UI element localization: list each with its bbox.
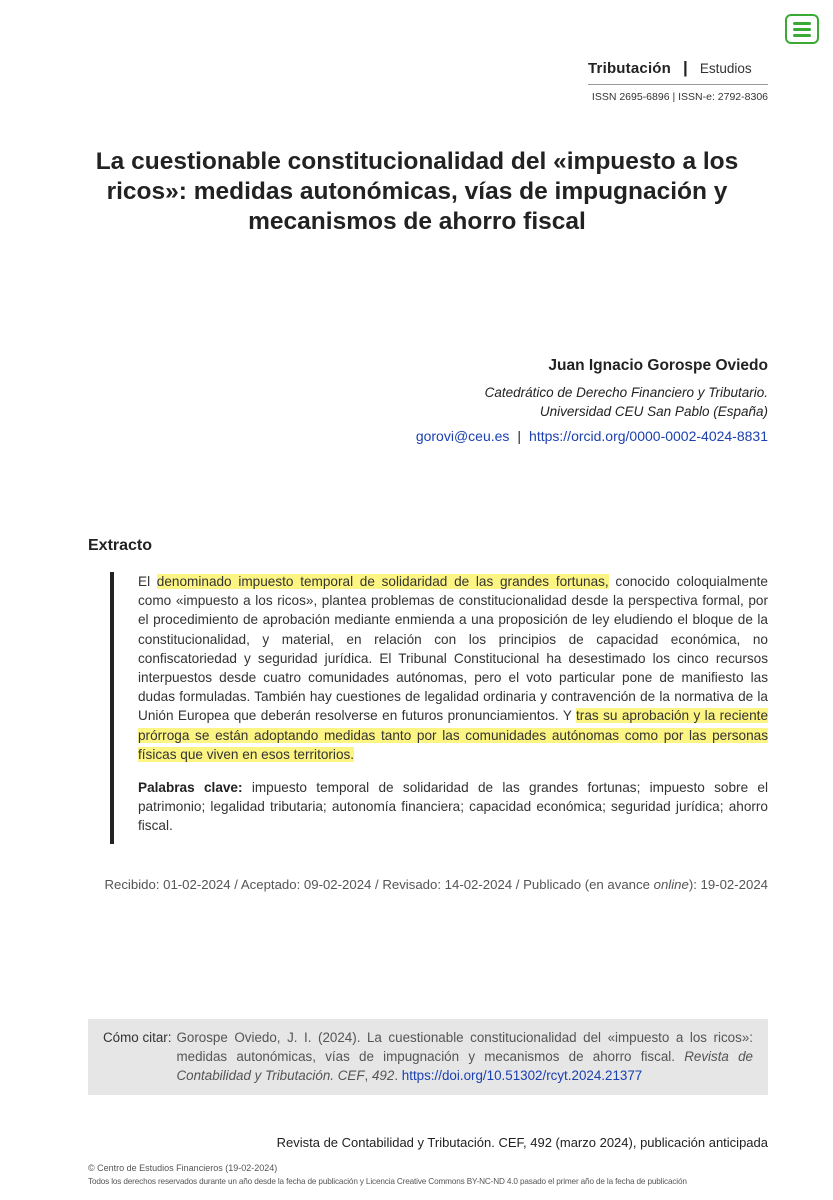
- copyright: © Centro de Estudios Financieros (19-02-2024): [88, 1163, 278, 1173]
- email-link[interactable]: gorovi@ceu.es: [415, 428, 510, 444]
- dates-online: online: [653, 877, 689, 892]
- doi-link[interactable]: https://doi.org/10.51302/rcyt.2024.21377: [401, 1068, 643, 1083]
- abstract-part: El: [138, 574, 157, 589]
- journal-header: [588, 58, 768, 103]
- citation-label: Cómo citar:: [103, 1030, 172, 1045]
- header-rule: [588, 84, 768, 85]
- menu-line-middle: [793, 28, 811, 31]
- citation-part: .: [394, 1068, 402, 1083]
- keywords-text: impuesto temporal de solidaridad de las grandes fortunas; impuesto sobre el patrimonio; legalidad tributaria; autonomía financiera; capacidad económica; seguridad jurídica; ahorro fiscal.: [138, 780, 769, 834]
- abstract-highlight: tras su aprobación y la reciente prórroga se están adoptando medidas tanto por las comunidades autónomas como por las personas físicas que viven en esos territorios.: [138, 708, 769, 762]
- author-affiliation: [416, 383, 768, 421]
- author-institution: Universidad CEU San Pablo (España): [539, 404, 768, 419]
- abstract-text: [138, 572, 768, 764]
- menu-line-top: [793, 22, 811, 25]
- citation-journal: Revista de Contabilidad y Tributación. CEF: [176, 1049, 754, 1083]
- citation-part: ,: [364, 1068, 372, 1083]
- dates-part: ): 19-02-2024: [688, 877, 768, 892]
- abstract-part: conocido coloquialmente como «impuesto a los ricos», plantea problemas de constitucionalidad desde la perspectiva formal, por el procedimiento de aprobación mediante enmienda a una proposición de ley eludiendo el bloque de la constitucionalidad, y material, en relación con los principios de capacidad económica, no confiscatoriedad y seguridad jurídica. El Tribunal Constitucional ha desestimado los cinco recursos interpuestos desde cuatro comunidades autónomas, pero el voto particular pone de manifiesto las dudas formuladas. También hay cuestiones de legalidad ordinaria y contravención de la normativa de la Unión Europea que deberán resolverse en futuros pronunciamientos. Y: [138, 574, 768, 724]
- citation-box: [88, 1019, 768, 1095]
- footer-journal-issue: Revista de Contabilidad y Tributación. CEF, 492 (marzo 2024), publicación anticipada: [276, 1135, 768, 1150]
- header-separator: |: [683, 58, 688, 77]
- journal-name: Tributación: [588, 59, 672, 77]
- header-row: [588, 58, 768, 78]
- keywords: [138, 778, 768, 836]
- section-name: Estudios: [699, 60, 752, 76]
- menu-icon[interactable]: [785, 14, 819, 44]
- orcid-link[interactable]: https://orcid.org/0000-0002-4024-8831: [529, 428, 768, 444]
- contact-separator: |: [517, 428, 522, 444]
- dates-part: Recibido: 01-02-2024 / Aceptado: 09-02-2024 / Revisado: 14-02-2024 / Publicado (en avance: [104, 877, 654, 892]
- author-position: Catedrático de Derecho Financiero y Tributario.: [484, 385, 768, 400]
- publication-dates: [88, 877, 768, 892]
- author-contacts: [416, 428, 768, 444]
- citation-issue: 492: [371, 1068, 395, 1083]
- article-title: La cuestionable constitucionalidad del «impuesto a los ricos»: medidas autonómicas, vías de impugnación y mecanismos de ahorro fiscal: [95, 148, 739, 235]
- menu-line-bottom: [793, 34, 811, 37]
- keywords-label: Palabras clave:: [138, 780, 243, 796]
- abstract-highlight: denominado impuesto temporal de solidaridad de las grandes fortunas,: [156, 574, 609, 589]
- issn: ISSN 2695-6896 | ISSN-e: 2792-8306: [591, 91, 768, 103]
- abstract-heading: Extracto: [88, 537, 153, 554]
- citation-part: Gorospe Oviedo, J. I. (2024). La cuestionable constitucionalidad del «impuesto a los ricos»: medidas autonómicas, vías de impugnación y mecanismos de ahorro fiscal.: [176, 1030, 753, 1064]
- abstract-block: [110, 572, 768, 844]
- author-block: [416, 357, 768, 444]
- author-name: Juan Ignacio Gorospe Oviedo: [548, 357, 768, 374]
- citation-text: [176, 1028, 753, 1095]
- license-rights: Todos los derechos reservados durante un año desde la fecha de publicación y Licencia Creative Commons BY-NC-ND 4.0 pasado el primer año de la fecha de publicación: [88, 1177, 687, 1186]
